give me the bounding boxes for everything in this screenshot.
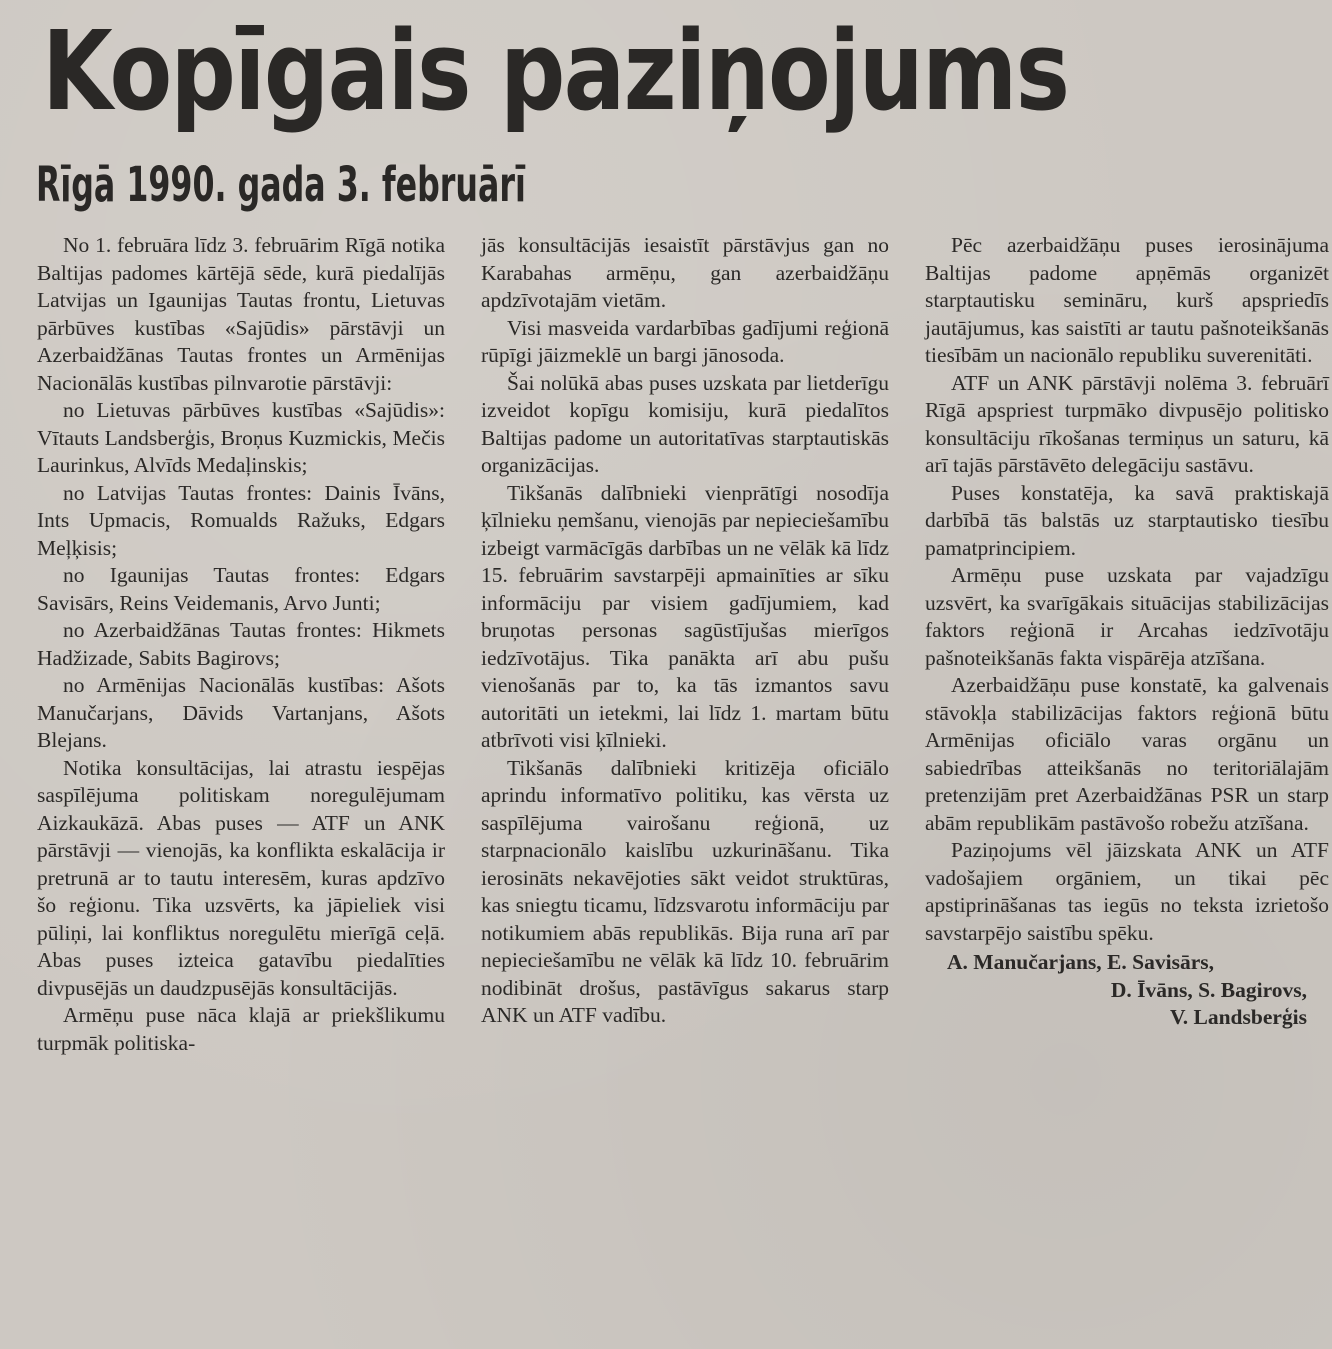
article-dateline: Rīgā 1990. gada 3. februārī	[36, 157, 526, 213]
paragraph: no Igaunijas Tautas frontes: Edgars Savisārs, Reins Veidemanis, Arvo Junti;	[37, 563, 445, 615]
paragraph: Puses konstatēja, ka savā praktiskajā darbībā tās balstās uz starptautisko tiesību pamatprincipiem.	[925, 480, 1329, 560]
text-column-3	[925, 232, 1329, 1032]
paragraph: Azerbaidžāņu puse konstatē, ka galvenais stāvokļa stabilizācijas faktors reģionā būtu Armēnijas oficiālo varas orgānu un sabiedrības atteikšanās no teritoriālajām pretenzijām pret Azerbaidžānas PSR un starp abām republikām pastāvošo robežu atzīšana.	[925, 673, 1329, 835]
paragraph-continuation: jās konsultācijās iesaistīt pārstāvjus gan no Karabahas armēņu, gan azerbaidžāņu apdzīvotajām vietām.	[481, 233, 889, 312]
article-headline: Kopīgais paziņojums	[42, 7, 1069, 135]
text-column-1	[37, 232, 445, 1057]
paragraph: no Lietuvas pārbūves kustības «Sajūdis»: Vītauts Landsberģis, Broņus Kuzmickis, Mečis Laurinkus, Alvīds Medaļinskis;	[37, 398, 445, 477]
paragraph: Tikšanās dalībnieki kritizēja oficiālo aprindu informatīvo politiku, kas vērsta uz saspīlējuma vairošanu reģionā, uz starpnacionālo kaislību uzkurināšanu. Tika ierosināts nekavējoties sākt veidot struktūras, kas sniegtu ticamu, līdzsvarotu informāciju par notikumiem abās republikās. Bija runa arī par nepieciešamību ne vēlāk kā līdz 10. februārim nodibināt drošus, pastāvīgus sakarus starp ANK un ATF vadību.	[481, 755, 889, 1027]
paragraph: ATF un ANK pārstāvji nolēma 3. februārī Rīgā apspriest turpmāko divpusējo politisko konsultāciju rīkošanas termiņus un saturu, kā arī tajās pārstāvēto delegāciju sastāvu.	[925, 370, 1329, 477]
paragraph: Tikšanās dalībnieki vienprātīgi nosodīja ķīlnieku ņemšanu, vienojās par nepieciešamību izbeigt varmācīgās darbības un ne vēlāk kā līdz 15. februārim savstarpēji apmainīties ar sīku informāciju par visiem gadījumiem, kad bruņotas personas sagūstījušas mierīgos iedzīvotājus. Tika panākta arī abu pušu vienošanās par to, ka tās izmantos savu autoritāti un ietekmi, lai līdz 1. martam būtu atbrīvoti visi ķīlnieki.	[481, 480, 889, 752]
paragraph: no Azerbaidžānas Tautas frontes: Hikmets Hadžizade, Sabits Bagirovs;	[37, 618, 445, 670]
paragraph: No 1. februāra līdz 3. februārim Rīgā notika Baltijas padomes kārtējā sēde, kurā piedalījās Latvijas un Igaunijas Tautas frontu, Lietuvas pārbūves kustības «Sajūdis» pārstāvji un Azerbaidžānas Tautas frontes un Armēnijas Nacionālās kustības pilnvarotie pārstāvji:	[37, 233, 445, 395]
text-column-2	[481, 232, 889, 1030]
paragraph: Armēņu puse uzskata par vajadzīgu uzsvērt, ka svarīgākais situācijas stabilizācijas faktors reģionā ir Arcahas iedzīvotāju pašnoteikšanās fakta vispārēja atzīšana.	[925, 563, 1329, 670]
paragraph: Visi masveida vardarbības gadījumi reģionā rūpīgi jāizmeklē un bargi jānosoda.	[481, 315, 889, 367]
paragraph: Armēņu puse nāca klajā ar priekšlikumu turpmāk politiska-	[37, 1003, 445, 1055]
signature-line: V. Landsberģis	[1169, 1005, 1307, 1029]
paragraph: Pēc azerbaidžāņu puses ierosinājuma Baltijas padome apņēmās organizēt starptautisku semināru, kurš apspriedīs jautājumus, kas saistīti ar tautu pašnoteikšanās tiesībām un nacionālo republiku suverenitāti.	[925, 233, 1329, 367]
signatures-block	[925, 949, 1329, 1032]
paragraph: Paziņojums vēl jāizskata ANK un ATF vadošajiem orgāniem, un tikai pēc apstiprināšanas tas iegūs no teksta izrietošo savstarpējo saistību spēku.	[925, 838, 1329, 945]
paragraph: no Armēnijas Nacionālās kustības: Ašots Manučarjans, Dāvids Vartanjans, Ašots Blejans.	[37, 673, 445, 752]
signature-line: A. Manučarjans, E. Savisārs,	[947, 950, 1214, 974]
signature-line: D. Īvāns, S. Bagirovs,	[1110, 977, 1307, 1002]
paragraph: no Latvijas Tautas frontes: Dainis Īvāns, Ints Upmacis, Romualds Ražuks, Edgars Meļķisis;	[37, 480, 445, 560]
paragraph: Notika konsultācijas, lai atrastu iespējas saspīlējuma politiskam noregulējumam Aizkaukāzā. Abas puses — ATF un ANK pārstāvji — vienojās, ka konflikta eskalācija ir pretrunā ar to tautu interesēm, kuras apdzīvo šo reģionu. Tika uzsvērts, ka jāpieliek visi pūliņi, lai konfliktus noregulētu mierīgā ceļā. Abas puses izteica gatavību piedalīties divpusējās un daudzpusējās konsultācijās.	[37, 755, 445, 1000]
paragraph: Šai nolūkā abas puses uzskata par lietderīgu izveidot kopīgu komisiju, kurā piedalītos Baltijas padome un autoritatīvas starptautiskās organizācijas.	[481, 370, 889, 477]
